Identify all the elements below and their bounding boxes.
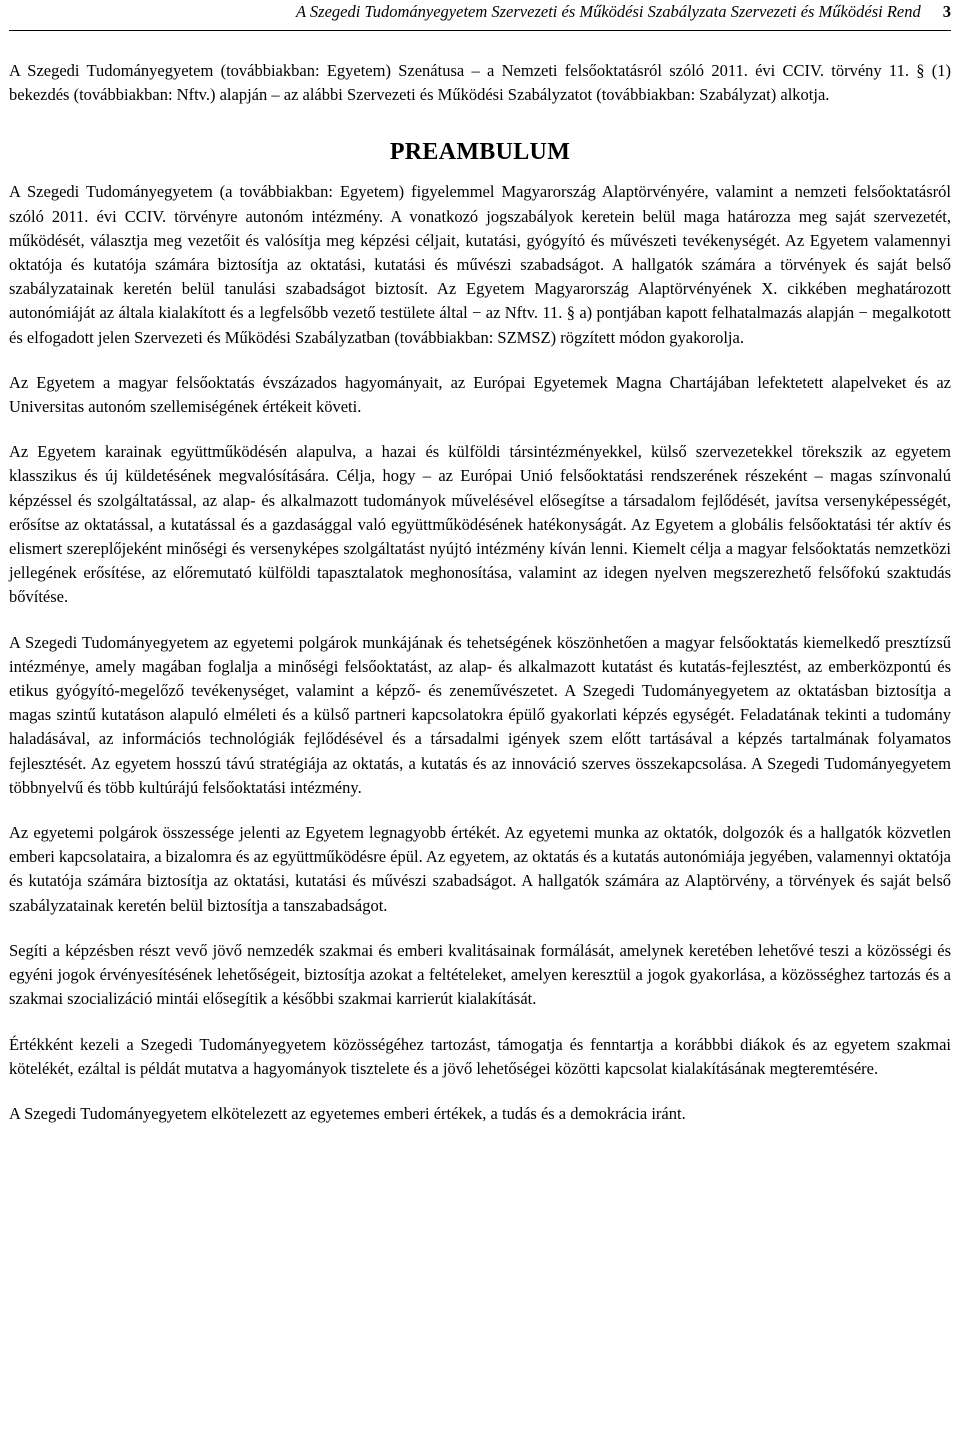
- preamble-paragraph-6: Segíti a képzésben részt vevő jövő nemzedék szakmai és emberi kvalitásainak formálását, amelynek keretében lehetővé teszi a közösségi és egyéni jogok érvényesítésének lehetőségeit, biztosítja azokat a feltételeket, amelyen keresztül a jogok gyakorlása, a közösséghez tartozás és a szakmai szocializáció mintái elősegítik a későbbi szakmai karrierút kialakítását.: [9, 940, 951, 1009]
- preamble-paragraph-8: A Szegedi Tudományegyetem elkötelezett az egyetemes emberi értékek, a tudás és a demokrácia iránt.: [9, 1103, 686, 1123]
- preamble-paragraph-4: A Szegedi Tudományegyetem az egyetemi polgárok munkájának és tehetségének köszönhetően a magyar felsőoktatás kiemelkedő presztízsű intézménye, amely magában foglalja a minőségi felsőoktatást, az alap- és alkalmazott kutatást és kutatás-fejlesztést, az emberközpontú és etikus gyógyító-megelőző tevékenységet, valamint a képző- és zeneművészetet. A Szegedi Tudományegyetem az oktatásban biztosítja a magas szintű kutatáson alapuló elméleti és a külső partneri kapcsolatokra épülő gyakorlati képzés egységét. Feladatának tekinti a tudomány haladásával, az információs technológiák fejlődésével és a társadalmi igények szem előtt tartásával a képzés tartalmának folyamatos fejlesztését. Az egyetem hosszú távú stratégiája az oktatás, a kutatás és az innováció szerves összekapcsolása. A Szegedi Tudományegyetem többnyelvű és több kultúrájú felsőoktatási intézmény.: [9, 632, 951, 797]
- document-body: [9, 59, 951, 1126]
- page-number: 3: [942, 2, 951, 21]
- preamble-paragraph-1: A Szegedi Tudományegyetem (a továbbiakban: Egyetem) figyelemmel Magyarország Alaptörvényére, valamint a nemzeti felsőoktatásról szóló 2011. évi CCIV. törvényre autonóm intézmény. A vonatkozó jogszabályok keretein belül maga határozza meg saját szervezetét, működését, választja meg vezetőit és valósítja meg képzési céljait, kutatási, gyógyító és művészeti tevékenységét. Az Egyetem valamennyi oktatója és kutatója számára biztosítja az oktatási, kutatási és művészi szabadságot. A hallgatók számára a törvények és saját belső szabályzatainak keretén belül tanulási szabadságot biztosít. Az Egyetem Magyarország Alaptörvényének X. cikkében meghatározott autonómiáját az általa kialakított és a legfelsőbb vezető testülete által − az Nftv. 11. § a) pontjában kapott felhatalmazás alapján − megalkotott és elfogadott jelen Szervezeti és Működési Szabályzatban (továbbiakban: SZMSZ) rögzített módon gyakorolja.: [9, 182, 951, 347]
- section-title: PREAMBULUM: [389, 139, 571, 166]
- preamble-paragraph-3: Az Egyetem karainak együttműködésén alapulva, a hazai és külföldi társintézményekkel, külső szervezetekkel törekszik az egyetem klasszikus és új küldetésének megvalósítására. Célja, hogy – az Európai Unió felsőoktatási rendszerének részeként – magas színvonalú képzéssel és szolgáltatással, az alap- és alkalmazott tudományok művelésével elősegítse a társadalom fejlődését, javítsa versenyképességét, erősítse az oktatással, a kutatással és a gazdasággal való együttműködésének hatékonyságát. Az Egyetem a globális felsőoktatási tér aktív és elismert szereplőjeként minőségi és versenyképes szolgáltatást nyújtó intézmény kíván lenni. Kiemelt célja a magyar felsőoktatás nemzetközi jellegének erősítése, az előremutató külföldi tapasztalatok meghonosítása, valamint az idegen nyelven megszerezhető felsőfokú szaktudás bővítése.: [9, 442, 951, 607]
- header-title: A Szegedi Tudományegyetem Szervezeti és Működési Szabályzata Szervezeti és Működési Rend: [296, 2, 921, 21]
- preamble-paragraph-2: Az Egyetem a magyar felsőoktatás évszázados hagyományait, az Európai Egyetemek Magna Chartájában lefektetett alapelveket és az Universitas autonóm szellemiségének értékeit követi.: [9, 372, 951, 417]
- preamble-paragraph-7: Értékként kezeli a Szegedi Tudományegyetem közösségéhez tartozást, támogatja és fenntartja a korábbbi diákok és az egyetem szakmai kötelékét, ezáltal is példát mutatva a hagyományok tisztelete és a jövő lehetőségei közötti kapcsolat kialakításának megteremtésére.: [9, 1034, 951, 1078]
- preamble-paragraph-5: Az egyetemi polgárok összessége jelenti az Egyetem legnagyobb értékét. Az egyetemi munka az oktatók, dolgozók és a hallgatók közvetlen emberi kapcsolataira, a bizalomra és az együttműködésre épül. Az egyetem, az oktatás és a kutatás autonómiája jegyében, valamennyi oktatója és kutatója számára biztosítja az oktatási, kutatási és művészi szabadságot. A hallgatók számára az Alaptörvény, a törvények és saját belső szabályzatainak keretén belül biztosítja a tanszabadságot.: [9, 823, 951, 915]
- running-header: [9, 0, 951, 31]
- intro-paragraph: A Szegedi Tudományegyetem (továbbiakban: Egyetem) Szenátusa – a Nemzeti felsőoktatásról szóló 2011. évi CCIV. törvény 11. § (1) bekezdés (továbbiakban: Nftv.) alapján – az alábbi Szervezeti és Működési Szabályzatot (továbbiakban: Szabályzat) alkotja.: [9, 61, 951, 105]
